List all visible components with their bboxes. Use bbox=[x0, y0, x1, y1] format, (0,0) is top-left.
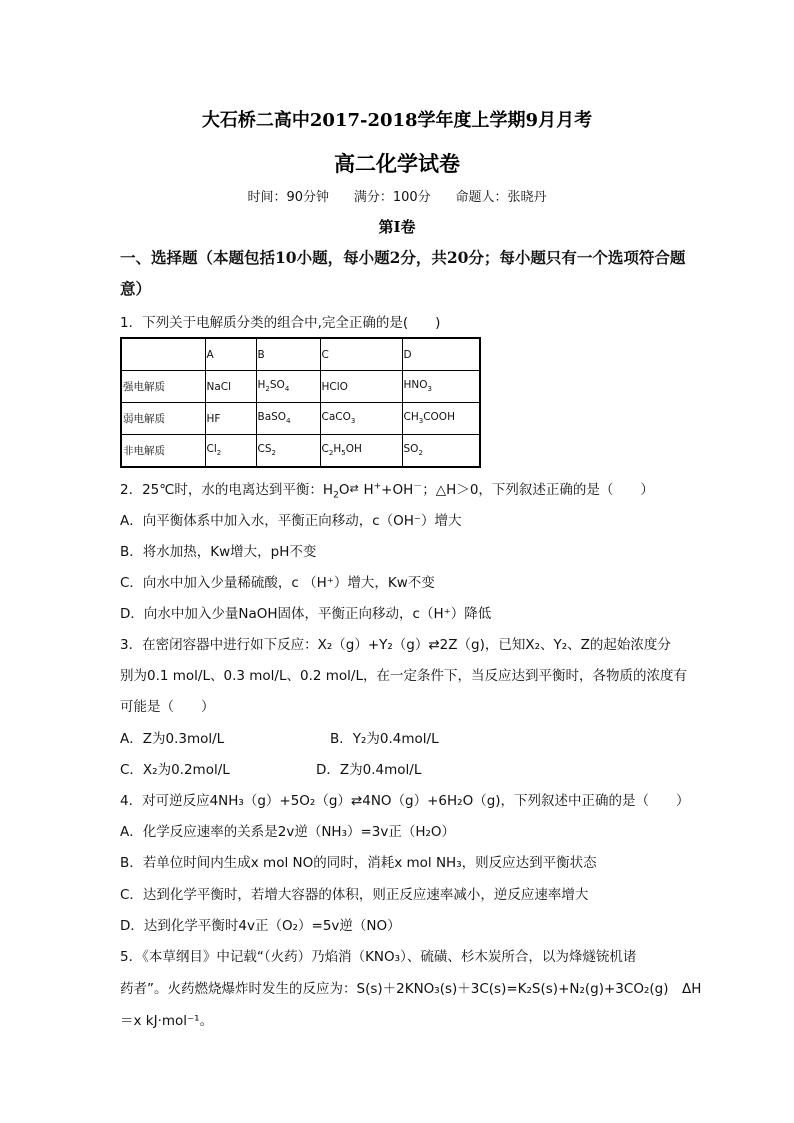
q2-stem-text: ；△H＞0，下列叙述正确的是（ ） bbox=[422, 482, 654, 498]
table-cell: HF bbox=[205, 403, 256, 435]
q5-stem-line1: 5．《本草纲目》中记载“（火药）乃焰消（KNO₃）、硫磺、杉木炭所合，以为烽燧铳机诸 bbox=[120, 949, 637, 965]
q3-option-d: D．Z为0.4mol/L bbox=[316, 762, 422, 778]
table-cell: 非电解质 bbox=[121, 435, 205, 468]
q1-stem: 1．下列关于电解质分类的组合中,完全正确的是( ) bbox=[120, 315, 441, 331]
table-row bbox=[121, 338, 480, 371]
q5-stem-line3: ＝x kJ·mol⁻¹。 bbox=[120, 1013, 214, 1029]
q3-option-b: B．Y₂为0.4mol/L bbox=[330, 731, 439, 747]
table-cell: A bbox=[205, 338, 256, 371]
table-cell: BaSO$_4$ bbox=[256, 403, 320, 435]
table-cell bbox=[121, 338, 205, 371]
table-cell: 弱电解质 bbox=[121, 403, 205, 435]
table-cell: D bbox=[402, 338, 480, 371]
q3-option-a: A．Z为0.3mol/L bbox=[120, 731, 225, 747]
q4-option-b: B．若单位时间内生成x mol NO的同时，消耗x mol NH₃，则反应达到平衡状态 bbox=[120, 855, 597, 871]
q3-option-c: C．X₂为0.2mol/L bbox=[120, 762, 230, 778]
q4-option-a: A．化学反应速率的关系是2v逆（NH₃）=3v正（H₂O） bbox=[120, 824, 456, 840]
table-row bbox=[121, 403, 480, 435]
q2-option-a: A．向平衡体系中加入水，平衡正向移动，c（OH⁻）增大 bbox=[120, 513, 462, 529]
table-cell: $H_2SO_4$ bbox=[256, 371, 320, 403]
exam-meta: 时间：90分钟 满分：100分 命题人：张晓丹 bbox=[247, 190, 547, 205]
q2-option-d: D．向水中加入少量NaOH固体，平衡正向移动，c（H⁺）降低 bbox=[120, 606, 492, 622]
q2-stem-text: H bbox=[363, 482, 374, 498]
q2-stem-text: +OH bbox=[381, 482, 414, 498]
table-cell: HClO bbox=[320, 371, 402, 403]
exam-title: 大石桥二高中2017-2018学年度上学期9月月考 bbox=[201, 110, 593, 131]
q2-stem-text: 2．25℃时，水的电离达到平衡：H bbox=[120, 482, 334, 498]
q2-stem-text: O bbox=[338, 482, 350, 498]
table-cell: $C_2H_5OH$ bbox=[320, 435, 402, 468]
table-row bbox=[121, 371, 480, 403]
q4-option-d: D．达到化学平衡时4v正（O₂）=5v逆（NO） bbox=[120, 918, 401, 934]
volume-label: 第Ⅰ卷 bbox=[378, 218, 416, 236]
q2-option-b: B．将水加热，Kw增大，pH不变 bbox=[120, 544, 317, 560]
table-cell: $HNO_3$ bbox=[402, 371, 480, 403]
table-cell: $Cl_2$ bbox=[205, 435, 256, 468]
table-cell: C bbox=[320, 338, 402, 371]
table-cell: 强电解质 bbox=[121, 371, 205, 403]
q1-table bbox=[120, 337, 481, 468]
q4-stem: 4．对可逆反应4NH₃（g）+5O₂（g）⇄4NO（g）+6H₂O（g)，下列叙述中正确的是（ ） bbox=[120, 793, 690, 809]
table-cell: B bbox=[256, 338, 320, 371]
exam-subtitle: 高二化学试卷 bbox=[334, 151, 460, 176]
table-cell: $CH_3COOH$ bbox=[402, 403, 480, 435]
table-cell: $SO_2$ bbox=[402, 435, 480, 468]
section-heading: 一、选择题（本题包括10小题，每小题2分，共20分；每小题只有一个选项符合题意） bbox=[120, 248, 686, 298]
q5-stem-line2: 药者”。火药燃烧爆炸时发生的反应为：S(s)＋2KNO₃(s)＋3C(s)=K₂S(s)+N₂(g)+3CO₂(g) ΔH bbox=[120, 981, 702, 997]
table-cell: NaCl bbox=[205, 371, 256, 403]
q3-stem-line3: 可能是（ ） bbox=[120, 699, 215, 715]
q4-option-c: C．达到化学平衡时，若增大容器的体积，则正反应速率减小，逆反应速率增大 bbox=[120, 887, 589, 903]
table-cell: $CS_2$ bbox=[256, 435, 320, 468]
q2-option-c: C．向水中加入少量稀硫酸，c （H⁺）增大，Kw不变 bbox=[120, 575, 435, 591]
table-cell: CaCO$_3$ bbox=[320, 403, 402, 435]
q3-stem-line1: 3．在密闭容器中进行如下反应：X₂（g）+Y₂（g）⇄2Z（g)，已知X₂、Y₂、Z的起始浓度分 bbox=[120, 637, 671, 653]
table-row bbox=[121, 435, 480, 468]
q2-stem: 2．25℃时，水的电离达到平衡：$H_2O$ H++OH－；△H＞0，下列叙述正确的是（ ） bbox=[120, 481, 654, 501]
q3-stem-line2: 别为0.1 mol/L、0.3 mol/L、0.2 mol/L，在一定条件下，当反应达到平衡时，各物质的浓度有 bbox=[120, 668, 687, 684]
